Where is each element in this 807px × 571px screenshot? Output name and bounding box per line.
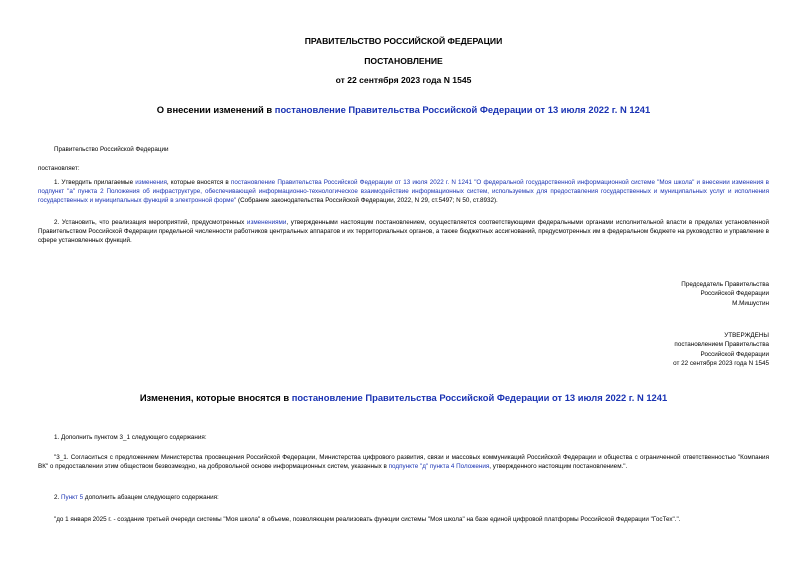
paragraph-2-text-b: , утвержденными настоящим постановлением, осуществляется соответствующими федеральными органами исполнительной власти в пределах установленной Правительством Российской Федерации предельной численности работников центральных аппаратов и их территориальных органов, а также бюджетных ассигнований, предусмотренных им в федеральном бюджете на руководство и управление в сфере установленных функций. xyxy=(38,219,769,245)
paragraph-1-text-b: , которые вносятся в xyxy=(166,179,231,186)
government-heading: ПРАВИТЕЛЬСТВО РОССИЙСКОЙ ФЕДЕРАЦИИ xyxy=(304,36,503,46)
paragraph-1-text-a: 1. Утвердить прилагаемые xyxy=(54,179,136,186)
change-1-quote-text-b: , утвержденного настоящим постановлением.". xyxy=(489,463,628,471)
change-2-text-a: 2. xyxy=(54,494,62,501)
changes-title xyxy=(0,392,807,403)
change-2-quote: "до 1 января 2025 г. - создание третьей очереди системы "Моя школа" в объеме, позволяющем реализовать функции системы "Моя школа" на базе единой цифровой платформы Российской Федерации "ГосТех".". xyxy=(54,516,681,523)
point-5-link[interactable]: Пункт 5 xyxy=(61,494,84,501)
document-title-prefix: О внесении изменений в xyxy=(156,104,275,115)
change-1: 1. Дополнить пунктом 3_1 следующего содержания: xyxy=(54,434,207,441)
change-2 xyxy=(54,493,219,502)
approval-block xyxy=(673,331,769,368)
approval-country: Российской Федерации xyxy=(700,350,769,358)
subparagraph-d-link[interactable]: подпункте "д" пункта 4 Положения xyxy=(388,463,490,471)
changes-title-link[interactable]: постановление Правительства Российской Федерации от 13 июля 2022 г. N 1241 xyxy=(291,392,668,403)
signature-country: Российской Федерации xyxy=(700,290,769,298)
paragraph-1 xyxy=(38,178,769,206)
intro-government: Правительство Российской Федерации xyxy=(54,146,169,153)
intro-resolves: постановляет: xyxy=(38,165,80,172)
paragraph-2-text-a: 2. Установить, что реализация мероприятий, предусмотренных xyxy=(54,219,247,226)
paragraph-2 xyxy=(38,218,769,246)
change-1-quote xyxy=(38,453,769,471)
document-title xyxy=(0,104,807,115)
resolution-1241-link[interactable]: постановление Правительства Российской Федерации от 13 июля 2022 г. N 1241 "О федеральной государственной информационной системе "Моя школа" и внесении изменения в подпункт "а" пункта 2 Положения об инфраструктуре, обеспечивающей информационно-технологическое взаимодействие информационных систем, используемых для предоставления государственных и муниципальных услуг и исполнения государственных и муниципальных функций в электронной форме" xyxy=(38,179,770,205)
change-2-text-b: дополнить абзацем следующего содержания: xyxy=(83,494,219,501)
changes-link-2[interactable]: изменениями xyxy=(246,219,287,226)
approval-date: от 22 сентября 2023 года N 1545 xyxy=(673,359,769,367)
signature-position: Председатель Правительства xyxy=(681,281,769,288)
approval-by: постановлением Правительства xyxy=(674,341,769,349)
document-date-number: от 22 сентября 2023 года N 1545 xyxy=(335,75,472,85)
signature-name: М.Мишустин xyxy=(732,299,769,307)
signature-block xyxy=(681,280,769,308)
change-1-quote-text-a: "3_1. Согласиться с предложением Министерства просвещения Российской Федерации, Министерства цифрового развития, связи и массовых коммуникаций Российской Федерации и общества с ограниченной ответственностью "Компания ВК" о предоставлении этим обществом безвозмездно, на добровольной основе информационных систем, указанных в xyxy=(38,454,769,471)
document-title-link[interactable]: постановление Правительства Российской Федерации от 13 июля 2022 г. N 1241 xyxy=(274,104,651,115)
changes-link[interactable]: изменения xyxy=(135,179,167,186)
paragraph-1-text-c: (Собрание законодательства Российской Федерации, 2022, N 29, ст.5497; N 50, ст.8932). xyxy=(236,197,498,205)
document-type: ПОСТАНОВЛЕНИЕ xyxy=(364,56,443,66)
changes-title-prefix: Изменения, которые вносятся в xyxy=(139,392,292,403)
approval-title: УТВЕРЖДЕНЫ xyxy=(724,332,769,339)
